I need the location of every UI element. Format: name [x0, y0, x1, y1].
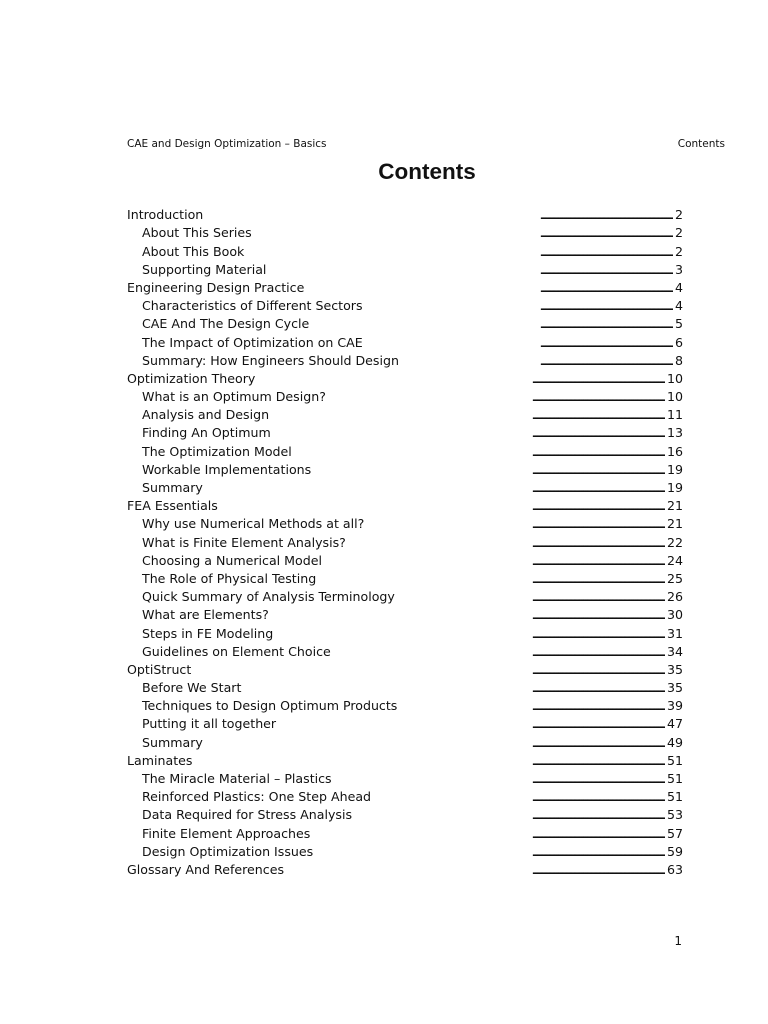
toc-entry-title: Glossary And References: [127, 861, 285, 877]
dot-leader: [275, 626, 665, 642]
toc-entry-page: 59: [666, 843, 683, 859]
toc-entry[interactable]: [127, 514, 683, 532]
dot-leader: [328, 389, 665, 405]
dot-leader: [220, 498, 665, 514]
dot-leader: [354, 807, 665, 823]
toc-entry-title: Workable Implementations: [142, 461, 312, 477]
toc-entry-page: 51: [666, 771, 683, 786]
toc-entry[interactable]: [127, 660, 683, 678]
toc-entry-page: 21: [666, 516, 683, 532]
toc-entry-page: 63: [666, 861, 683, 877]
toc-entry-page: 51: [666, 752, 683, 768]
toc-entry[interactable]: [127, 387, 683, 405]
toc-entry-title: What are Elements?: [142, 607, 269, 623]
dot-leader: [366, 516, 665, 532]
toc-entry[interactable]: [127, 369, 683, 387]
dot-leader: [397, 589, 665, 605]
toc-entry[interactable]: [127, 642, 683, 660]
toc-entry-page: 19: [666, 480, 683, 495]
toc-entry[interactable]: [127, 551, 683, 569]
dot-leader: [278, 716, 665, 732]
toc-entry-page: 10: [666, 370, 683, 386]
toc-entry[interactable]: [127, 205, 683, 223]
toc-entry-title: Finite Element Approaches: [142, 825, 311, 841]
dot-leader: [365, 335, 673, 351]
toc-entry-title: The Miracle Material – Plastics: [142, 771, 332, 786]
dot-leader: [313, 462, 665, 478]
toc-entry-title: Guidelines on Element Choice: [142, 643, 331, 659]
toc-entry-page: 21: [666, 498, 683, 514]
dot-leader: [271, 607, 665, 623]
toc-entry-page: 51: [666, 789, 683, 805]
toc-entry[interactable]: [127, 696, 683, 714]
dot-leader: [401, 353, 673, 369]
toc-entry[interactable]: [127, 732, 683, 750]
table-of-contents: [127, 205, 683, 878]
toc-entry-title: Introduction: [127, 207, 204, 223]
toc-entry-page: 4: [674, 279, 683, 295]
toc-entry-title: Design Optimization Issues: [142, 843, 314, 859]
toc-entry-page: 24: [666, 552, 683, 568]
dot-leader: [257, 371, 665, 387]
toc-entry[interactable]: [127, 532, 683, 550]
toc-entry-page: 22: [666, 534, 683, 550]
toc-entry-page: 11: [666, 407, 683, 423]
toc-entry-page: 10: [666, 389, 683, 405]
toc-entry-page: 39: [666, 698, 683, 714]
dot-leader: [294, 444, 665, 460]
toc-entry-page: 2: [674, 243, 683, 259]
dot-leader: [348, 535, 665, 551]
toc-entry-title: Why use Numerical Methods at all?: [142, 516, 365, 532]
toc-entry[interactable]: [127, 332, 683, 350]
toc-entry-title: Putting it all together: [142, 716, 277, 732]
toc-entry[interactable]: [127, 787, 683, 805]
page-number: 1: [674, 934, 682, 948]
dot-leader: [273, 425, 665, 441]
page-title: Contents: [378, 159, 476, 184]
dot-leader: [312, 826, 665, 842]
toc-entry[interactable]: [127, 623, 683, 641]
toc-entry-page: 49: [666, 734, 683, 750]
toc-entry-page: 35: [666, 680, 683, 696]
toc-entry-title: OptiStruct: [127, 661, 192, 677]
toc-entry[interactable]: [127, 423, 683, 441]
dot-leader: [271, 407, 665, 423]
toc-entry-title: Analysis and Design: [142, 407, 270, 423]
toc-entry-page: 53: [666, 807, 683, 823]
toc-entry-page: 8: [674, 352, 683, 368]
dot-leader: [286, 862, 665, 878]
toc-entry-title: What is an Optimum Design?: [142, 389, 326, 405]
toc-entry-title: Data Required for Stress Analysis: [142, 807, 353, 823]
toc-entry-page: 2: [674, 225, 683, 241]
toc-entry-page: 30: [666, 607, 683, 623]
toc-entry-title: The Optimization Model: [142, 443, 292, 459]
toc-entry-title: Quick Summary of Analysis Terminology: [142, 589, 395, 605]
toc-entry-title: Finding An Optimum: [142, 425, 271, 441]
toc-entry-title: Engineering Design Practice: [127, 279, 305, 295]
toc-entry-page: 13: [666, 425, 683, 441]
toc-entry[interactable]: [127, 478, 683, 496]
toc-entry[interactable]: [127, 587, 683, 605]
toc-entry-title: Optimization Theory: [127, 370, 256, 386]
dot-leader: [246, 244, 673, 260]
toc-entry[interactable]: [127, 405, 683, 423]
toc-entry-title: Laminates: [127, 752, 193, 768]
dot-leader: [373, 789, 665, 805]
toc-entry-page: 6: [674, 334, 683, 350]
dot-leader: [318, 571, 665, 587]
toc-entry-page: 47: [666, 716, 683, 732]
toc-entry[interactable]: [127, 351, 683, 369]
toc-entry[interactable]: [127, 605, 683, 623]
toc-entry-title: Characteristics of Different Sectors: [142, 298, 363, 314]
toc-entry[interactable]: [127, 678, 683, 696]
toc-entry-title: The Role of Physical Testing: [142, 570, 317, 586]
dot-leader: [324, 553, 665, 569]
toc-entry[interactable]: [127, 805, 683, 823]
toc-entry-title: Reinforced Plastics: One Step Ahead: [142, 789, 372, 805]
toc-entry-title: CAE And The Design Cycle: [142, 316, 310, 332]
running-header-right: Contents: [677, 138, 725, 150]
toc-entry-page: 3: [674, 261, 683, 277]
dot-leader: [205, 480, 665, 496]
toc-entry[interactable]: [127, 769, 683, 787]
toc-entry[interactable]: [127, 842, 683, 860]
dot-leader: [365, 298, 673, 314]
toc-entry-page: 5: [674, 316, 683, 332]
toc-entry-title: What is Finite Element Analysis?: [142, 534, 346, 550]
toc-entry[interactable]: [127, 296, 683, 314]
toc-entry-page: 31: [666, 625, 683, 641]
toc-entry-title: About This Series: [142, 225, 252, 241]
toc-entry[interactable]: [127, 441, 683, 459]
dot-leader: [268, 262, 673, 278]
dot-leader: [333, 644, 665, 660]
toc-entry[interactable]: [127, 223, 683, 241]
toc-entry[interactable]: [127, 823, 683, 841]
toc-entry-page: 16: [666, 443, 683, 459]
toc-entry-title: Techniques to Design Optimum Products: [142, 698, 398, 714]
toc-entry[interactable]: [127, 241, 683, 259]
dot-leader: [193, 662, 665, 678]
toc-entry-page: 57: [666, 825, 683, 841]
running-header: [127, 138, 725, 152]
toc-entry[interactable]: [127, 569, 683, 587]
dot-leader: [315, 844, 665, 860]
toc-entry-page: 25: [666, 570, 683, 586]
toc-entry-page: 26: [666, 589, 683, 605]
toc-entry-page: 2: [674, 207, 683, 223]
toc-entry-page: 19: [666, 461, 683, 477]
dot-leader: [334, 771, 665, 787]
dot-leader: [243, 680, 665, 696]
toc-entry[interactable]: [127, 714, 683, 732]
toc-entry-page: 34: [666, 643, 683, 659]
dot-leader: [254, 225, 673, 241]
toc-entry-title: Summary: [142, 734, 203, 750]
toc-entry-title: Supporting Material: [142, 261, 267, 277]
toc-entry-title: FEA Essentials: [127, 498, 218, 514]
dot-leader: [205, 735, 665, 751]
running-header-left: CAE and Design Optimization – Basics: [127, 138, 327, 150]
toc-entry-title: Summary: [142, 480, 203, 495]
dot-leader: [306, 280, 673, 296]
toc-entry[interactable]: [127, 496, 683, 514]
toc-entry-title: Summary: How Engineers Should Design: [142, 352, 399, 368]
toc-entry-title: Before We Start: [142, 680, 242, 696]
toc-entry[interactable]: [127, 860, 683, 878]
toc-entry[interactable]: [127, 278, 683, 296]
toc-entry[interactable]: [127, 751, 683, 769]
toc-entry-page: 4: [674, 298, 683, 314]
toc-entry[interactable]: [127, 460, 683, 478]
dot-leader: [205, 207, 673, 223]
dot-leader: [194, 753, 665, 769]
toc-entry[interactable]: [127, 314, 683, 332]
toc-entry-title: The Impact of Optimization on CAE: [142, 334, 363, 350]
toc-entry-title: Steps in FE Modeling: [142, 625, 274, 641]
dot-leader: [311, 316, 673, 332]
toc-entry-page: 35: [666, 661, 683, 677]
toc-entry[interactable]: [127, 260, 683, 278]
toc-entry-title: About This Book: [142, 243, 245, 259]
dot-leader: [399, 698, 665, 714]
toc-entry-title: Choosing a Numerical Model: [142, 552, 322, 568]
